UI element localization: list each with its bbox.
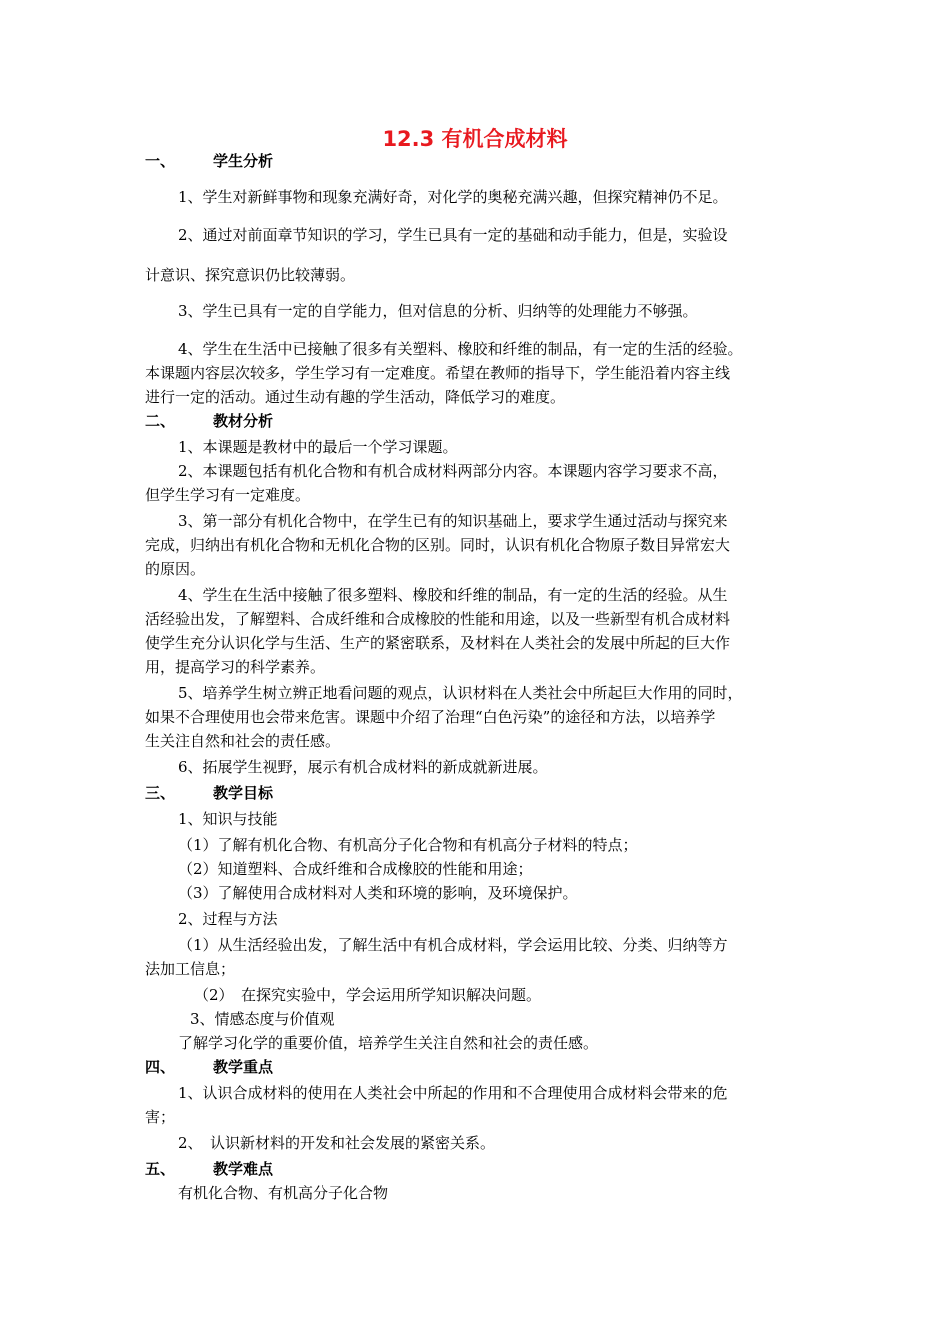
paragraph-line: 计意识、探究意识仍比较薄弱。 <box>145 266 356 284</box>
paragraph-line: 4、学生在生活中已接触了很多有关塑料、橡胶和纤维的制品，有一定的生活的经验。 <box>178 340 743 358</box>
section-heading-5 <box>145 1158 825 1180</box>
paragraph-line: 3、第一部分有机化合物中，在学生已有的知识基础上，要求学生通过活动与探究来 <box>178 512 728 530</box>
paragraph-line: 进行一定的活动。通过生动有趣的学生活动，降低学习的难度。 <box>145 388 566 406</box>
section-number: 五、 <box>145 1160 176 1178</box>
paragraph-line: 的原因。 <box>145 560 206 578</box>
section-title: 教材分析 <box>213 412 274 430</box>
paragraph-line: 用，提高学习的科学素养。 <box>145 658 326 676</box>
paragraph-line: 4、学生在生活中接触了很多塑料、橡胶和纤维的制品，有一定的生活的经验。从生 <box>178 586 728 604</box>
paragraph-line: 有机化合物、有机高分子化合物 <box>178 1184 389 1202</box>
paragraph-line: 2、过程与方法 <box>178 910 278 928</box>
paragraph-line: 但学生学习有一定难度。 <box>145 486 311 504</box>
paragraph-line: （1）了解有机化合物、有机高分子化合物和有机高分子材料的特点； <box>178 836 638 854</box>
paragraph-line: 3、情感态度与价值观 <box>190 1010 335 1028</box>
paragraph-line: 1、学生对新鲜事物和现象充满好奇，对化学的奥秘充满兴趣，但探究精神仍不足。 <box>178 188 728 206</box>
section-number: 二、 <box>145 412 176 430</box>
paragraph-line: （3）了解使用合成材料对人类和环境的影响，及环境保护。 <box>178 884 578 902</box>
paragraph-line: （2） 在探究实验中，学会运用所学知识解决问题。 <box>194 986 542 1004</box>
paragraph-line: 1、认识合成材料的使用在人类社会中所起的作用和不合理使用合成材料会带来的危 <box>178 1084 728 1102</box>
paragraph-line: 2、 认识新材料的开发和社会发展的紧密关系。 <box>178 1134 496 1152</box>
paragraph-line: 活经验出发，了解塑料、合成纤维和合成橡胶的性能和用途，以及一些新型有机合成材料 <box>145 610 731 628</box>
section-heading-3 <box>145 782 825 804</box>
section-number: 四、 <box>145 1058 176 1076</box>
paragraph-line: 使学生充分认识化学与生活、生产的紧密联系，及材料在人类社会的发展中所起的巨大作 <box>145 634 731 652</box>
section-heading-2 <box>145 410 825 432</box>
paragraph-line: 如果不合理使用也会带来危害。课题中介绍了治理“白色污染”的途径和方法，以培养学 <box>145 708 716 726</box>
paragraph-line: （1）从生活经验出发，了解生活中有机合成材料，学会运用比较、分类、归纳等方 <box>178 936 728 954</box>
paragraph-line: 本课题内容层次较多，学生学习有一定难度。希望在教师的指导下，学生能沿着内容主线 <box>145 364 731 382</box>
paragraph-line: （2）知道塑料、合成纤维和合成橡胶的性能和用途； <box>178 860 533 878</box>
paragraph-line: 5、培养学生树立辨正地看问题的观点，认识材料在人类社会中所起巨大作用的同时， <box>178 684 743 702</box>
paragraph-line: 法加工信息； <box>145 960 236 978</box>
section-heading-1 <box>145 150 825 172</box>
section-title: 教学目标 <box>213 784 274 802</box>
paragraph-line: 1、知识与技能 <box>178 810 278 828</box>
paragraph-line: 了解学习化学的重要价值，培养学生关注自然和社会的责任感。 <box>178 1034 599 1052</box>
paragraph-line: 3、学生已具有一定的自学能力，但对信息的分析、归纳等的处理能力不够强。 <box>178 302 698 320</box>
section-title: 教学难点 <box>213 1160 274 1178</box>
paragraph-line: 6、拓展学生视野，展示有机合成材料的新成就新进展。 <box>178 758 548 776</box>
paragraph-line: 完成，归纳出有机化合物和无机化合物的区别。同时，认识有机化合物原子数目异常宏大 <box>145 536 731 554</box>
paragraph-line: 1、本课题是教材中的最后一个学习课题。 <box>178 438 458 456</box>
paragraph-line: 2、通过对前面章节知识的学习，学生已具有一定的基础和动手能力，但是，实验设 <box>178 226 728 244</box>
paragraph-line: 生关注自然和社会的责任感。 <box>145 732 341 750</box>
section-heading-4 <box>145 1056 825 1078</box>
section-title: 学生分析 <box>213 152 274 170</box>
section-number: 一、 <box>145 152 176 170</box>
section-title: 教学重点 <box>213 1058 274 1076</box>
section-number: 三、 <box>145 784 176 802</box>
document-title: 12.3 有机合成材料 <box>382 127 568 151</box>
paragraph-line: 害； <box>145 1108 176 1126</box>
paragraph-line: 2、本课题包括有机化合物和有机合成材料两部分内容。本课题内容学习要求不高， <box>178 462 728 480</box>
